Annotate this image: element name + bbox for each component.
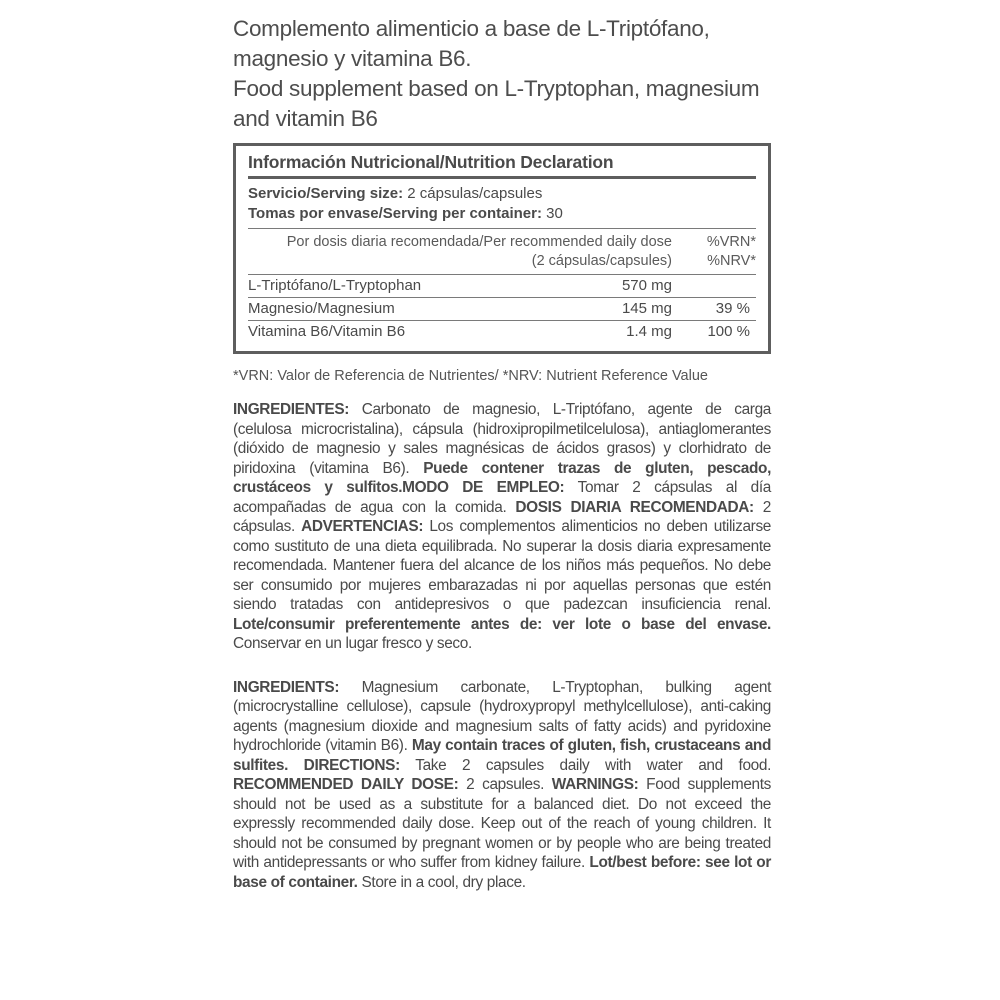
spanish-ingredients-paragraph xyxy=(233,400,771,654)
es-warnings-text: Los complementos alimenticios no deben utilizarse como sustituto de una dieta equilibrada. No superar la dosis diaria expresamente recomendada. Mantener fuera del alcance de los niños más pequeños. No debe ser consumido por mujeres embarazadas ni por aquellas personas que estén siendo tratadas con antidepresivos o que padezcan insuficiencia renal. xyxy=(233,518,771,613)
es-dose-text: 2 cápsulas. xyxy=(233,498,772,535)
serving-size-label: Servicio/Serving size: xyxy=(248,185,404,202)
serving-size-line xyxy=(248,184,756,204)
nutrition-table xyxy=(233,143,771,354)
en-directions-text: Take 2 capsules daily with water and food. xyxy=(399,756,771,774)
nutrient-reference-footnote: *VRN: Valor de Referencia de Nutrientes/ *NRV: Nutrient Reference Value xyxy=(233,368,708,384)
vrn-header-line2: %NRV* xyxy=(707,253,756,269)
nutrient-name: Magnesio/Magnesium xyxy=(248,300,395,317)
nutrient-percent xyxy=(678,275,756,297)
english-ingredients-paragraph xyxy=(233,678,771,893)
es-storage-text: Conservar en un lugar fresco y seco. xyxy=(233,635,472,652)
nutrient-percent: 39 % xyxy=(715,300,750,317)
es-ingredients-label: INGREDIENTES: xyxy=(233,401,350,418)
servings-per-container-value: 30 xyxy=(546,205,563,222)
nutrition-table-title: Información Nutricional/Nutrition Declaration xyxy=(248,150,756,179)
en-ingredients-text: Magnesium carbonate, L-Tryptophan, bulking agent (microcrystalline cellulose), capsule (hydroxypropyl methylcellulose), anti-caking agents (magnesium dioxide and magnesium salts of fatty acids) and pyridoxine hydrochloride (vitamin B6). xyxy=(233,678,771,754)
servings-per-container-line xyxy=(248,204,756,224)
en-dose-label: RECOMMENDED DAILY DOSE: xyxy=(233,776,459,793)
serving-info xyxy=(248,179,756,229)
en-warnings-text: Food supplements should not be used as a substitute for a balanced diet. Do not exceed the expressly recommended daily dose. Keep out of the reach of young children. It should not be consumed by pregnant women or by people who are being treated with antidepressants or who suffer from kidney failure. xyxy=(233,776,772,871)
serving-size-value: 2 cápsulas/capsules xyxy=(407,185,543,202)
nutrition-rows xyxy=(248,275,756,343)
es-directions-label: MODO DE EMPLEO: xyxy=(402,479,565,496)
heading-spanish: Complemento alimenticio a base de L-Triptófano, magnesio y vitamina B6. xyxy=(233,16,710,71)
en-allergens-text: May contain traces of gluten, fish, crustaceans and sulfites. xyxy=(233,737,771,774)
es-lot-label: Lote/consumir preferentemente antes de: ver lote o base del envase. xyxy=(233,615,771,633)
en-warnings-label: WARNINGS: xyxy=(551,776,639,793)
product-label xyxy=(233,14,771,892)
en-ingredients-label: INGREDIENTS: xyxy=(233,678,340,696)
en-storage-text: Store in a cool, dry place. xyxy=(357,873,526,891)
nutrient-percent: 100 % xyxy=(707,323,750,340)
dose-header-line1: Por dosis diaria recomendada/Per recommended daily dose xyxy=(286,234,672,250)
table-row xyxy=(248,275,756,298)
en-dose-text: 2 capsules. xyxy=(458,776,552,793)
nutrient-name: Vitamina B6/Vitamin B6 xyxy=(248,323,406,340)
dose-column-header xyxy=(248,233,678,271)
nutrient-name: L-Triptófano/L-Tryptophan xyxy=(248,277,422,294)
vrn-column-header xyxy=(678,233,756,271)
vrn-header-line1: %VRN* xyxy=(706,234,756,250)
servings-per-container-label: Tomas por envase/Serving per container: xyxy=(248,205,542,222)
nutrient-amount: 570 mg xyxy=(621,277,672,294)
nutrient-amount: 145 mg xyxy=(621,300,672,317)
en-lot-label: Lot/best before: see lot or base of container. xyxy=(233,854,772,891)
nutrition-column-headers xyxy=(248,229,756,275)
dose-header-line2: (2 cápsulas/capsules) xyxy=(531,253,672,269)
es-allergens-text: Puede contener trazas de gluten, pescado, crustáceos y sulfitos. xyxy=(233,459,771,496)
table-row xyxy=(248,321,756,343)
es-directions-text: Tomar 2 cápsulas al día acompañadas de agua con la comida. xyxy=(233,479,772,516)
es-dose-label: DOSIS DIARIA RECOMENDADA: xyxy=(515,498,754,516)
es-warnings-label: ADVERTENCIAS: xyxy=(301,518,424,535)
nutrient-amount: 1.4 mg xyxy=(626,323,672,340)
table-row xyxy=(248,298,756,321)
en-directions-label: DIRECTIONS: xyxy=(288,756,400,774)
heading-english: Food supplement based on L-Tryptophan, magnesium and vitamin B6 xyxy=(233,76,760,131)
es-ingredients-text: Carbonato de magnesio, L-Triptófano, agente de carga (celulosa microcristalina), cápsula (hidroxipropilmetilcelulosa), antiaglomerantes (dióxido de magnesio y sales magnésicas de ácidos grasos) y clorhidrato de piridoxina (vitamina B6). xyxy=(233,401,771,477)
